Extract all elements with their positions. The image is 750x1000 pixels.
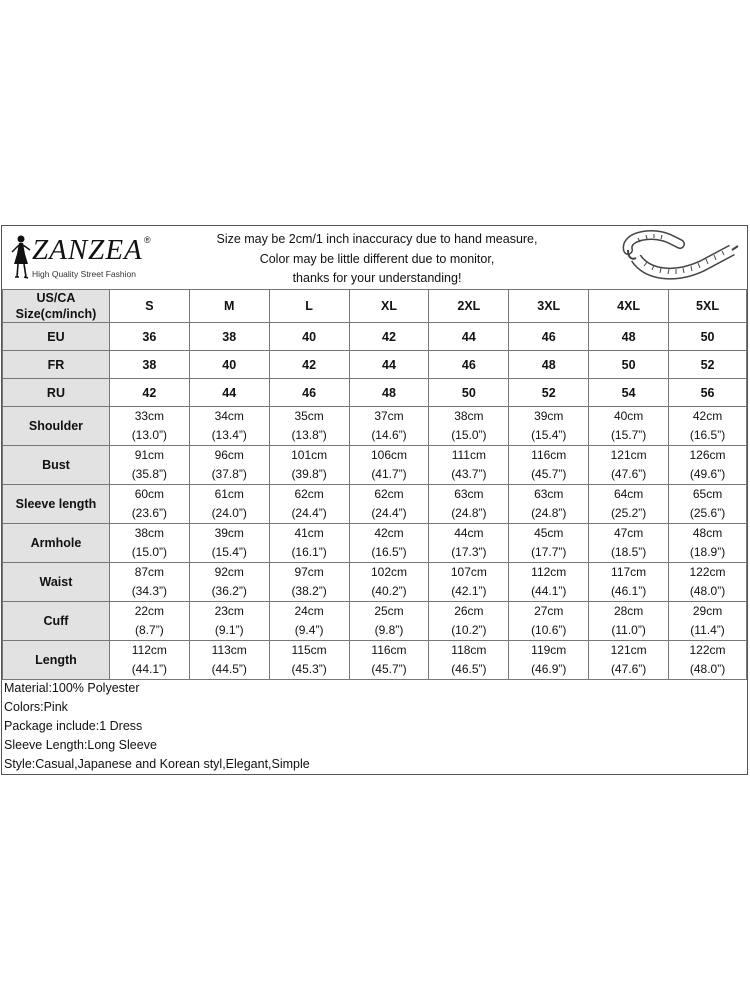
measurement-inch: (11.0”) bbox=[611, 623, 646, 637]
measurement-cell bbox=[349, 563, 429, 602]
measurement-cm: 63cm bbox=[454, 487, 484, 501]
size-column-header: M bbox=[189, 290, 269, 323]
conversion-value: 46 bbox=[269, 379, 349, 407]
measurement-cm: 111cm bbox=[451, 448, 486, 462]
measurement-cm: 39cm bbox=[534, 409, 564, 423]
measurement-cell bbox=[509, 641, 589, 680]
measure-notice bbox=[162, 230, 592, 289]
measurement-cell bbox=[189, 407, 269, 446]
conversion-row bbox=[3, 351, 747, 379]
measurement-cm: 92cm bbox=[214, 565, 244, 579]
measurement-inch: (15.0”) bbox=[451, 428, 487, 442]
registered-mark: ® bbox=[144, 235, 151, 245]
measurement-cm: 62cm bbox=[374, 487, 404, 501]
measurement-cm: 87cm bbox=[134, 565, 165, 579]
conversion-value: 48 bbox=[349, 379, 429, 407]
measurement-cell bbox=[429, 485, 509, 524]
measurement-inch: (24.4”) bbox=[371, 506, 407, 520]
measurement-cell bbox=[109, 485, 189, 524]
brand-name: ZANZEA bbox=[32, 234, 143, 266]
conversion-value: 52 bbox=[669, 351, 747, 379]
measurement-inch: (35.8”) bbox=[131, 467, 168, 481]
brand-logo bbox=[6, 232, 156, 282]
measurement-cell bbox=[109, 524, 189, 563]
measurement-row bbox=[3, 602, 747, 641]
measurement-cell bbox=[429, 641, 509, 680]
measurement-cm: 23cm bbox=[214, 604, 244, 618]
conversion-value: 44 bbox=[429, 323, 509, 351]
measurement-cm: 63cm bbox=[534, 487, 564, 501]
measurement-cm: 37cm bbox=[374, 409, 404, 423]
measurement-inch: (24.8”) bbox=[531, 506, 567, 520]
measurement-cell bbox=[669, 446, 747, 485]
measurement-cm: 119cm bbox=[531, 643, 567, 657]
measurement-cell bbox=[349, 407, 429, 446]
measurement-inch: (45.7”) bbox=[531, 467, 567, 481]
measurement-cell bbox=[589, 407, 669, 446]
measurement-cm: 38cm bbox=[134, 526, 165, 540]
measurement-cell bbox=[269, 641, 349, 680]
measurement-cell bbox=[429, 524, 509, 563]
measurement-cell bbox=[429, 602, 509, 641]
measurement-inch: (17.7”) bbox=[531, 545, 567, 559]
measurement-cell bbox=[269, 563, 349, 602]
conversion-value: 42 bbox=[269, 351, 349, 379]
measurement-cell bbox=[109, 641, 189, 680]
measurement-cm: 102cm bbox=[370, 565, 407, 579]
measurement-cm: 101cm bbox=[291, 448, 328, 462]
measurement-cm: 96cm bbox=[214, 448, 244, 462]
measurement-cm: 61cm bbox=[214, 487, 244, 501]
measurement-cell bbox=[509, 524, 589, 563]
measurement-cm: 34cm bbox=[214, 409, 244, 423]
conversion-label: FR bbox=[3, 351, 110, 379]
measurement-inch: (41.7”) bbox=[371, 467, 407, 481]
measurement-row bbox=[3, 407, 747, 446]
measurement-inch: (23.6”) bbox=[131, 506, 168, 520]
measurement-cell bbox=[589, 485, 669, 524]
measurement-label: Bust bbox=[3, 446, 110, 485]
conversion-value: 40 bbox=[189, 351, 269, 379]
measurement-cell bbox=[269, 524, 349, 563]
measurement-row bbox=[3, 641, 747, 680]
measurement-cell bbox=[109, 602, 189, 641]
measurement-inch: (47.6”) bbox=[610, 467, 647, 481]
measurement-cell bbox=[269, 602, 349, 641]
measurement-row bbox=[3, 563, 747, 602]
measurement-cm: 113cm bbox=[211, 643, 247, 657]
measurement-cell bbox=[669, 485, 747, 524]
measurement-cell bbox=[509, 563, 589, 602]
measurement-inch: (43.7”) bbox=[451, 467, 487, 481]
measurement-inch: (36.2”) bbox=[211, 584, 247, 598]
measurement-row bbox=[3, 446, 747, 485]
measurement-inch: (25.6”) bbox=[689, 506, 726, 520]
measurement-inch: (10.2”) bbox=[451, 623, 487, 637]
conversion-value: 38 bbox=[109, 351, 189, 379]
size-chart-sheet bbox=[1, 225, 748, 775]
conversion-value: 54 bbox=[589, 379, 669, 407]
measurement-inch: (24.0”) bbox=[211, 506, 247, 520]
measurement-cell bbox=[429, 446, 509, 485]
measurement-inch: (46.9”) bbox=[531, 662, 567, 676]
measurement-cm: 121cm bbox=[610, 643, 647, 657]
info-package: Package include:1 Dress bbox=[4, 719, 143, 733]
measurement-cell bbox=[589, 563, 669, 602]
measurement-cm: 35cm bbox=[294, 409, 324, 423]
conversion-label: RU bbox=[3, 379, 110, 407]
measurement-inch: (15.4”) bbox=[531, 428, 567, 442]
measurement-cm: 115cm bbox=[291, 643, 327, 657]
conversion-value: 50 bbox=[589, 351, 669, 379]
measurement-inch: (13.0”) bbox=[131, 428, 168, 442]
measurement-cell bbox=[109, 563, 189, 602]
measurement-cell bbox=[589, 641, 669, 680]
measurement-cell bbox=[509, 485, 589, 524]
corner-label-line: Size(cm/inch) bbox=[15, 307, 97, 321]
measurement-cell bbox=[349, 602, 429, 641]
conversion-value: 50 bbox=[429, 379, 509, 407]
measurement-inch: (46.5”) bbox=[451, 662, 487, 676]
conversion-label: EU bbox=[3, 323, 110, 351]
conversion-value: 42 bbox=[349, 323, 429, 351]
size-column-header: S bbox=[109, 290, 189, 323]
measurement-cell bbox=[349, 641, 429, 680]
measurement-cell bbox=[669, 563, 747, 602]
measurement-cm: 27cm bbox=[534, 604, 564, 618]
conversion-value: 56 bbox=[669, 379, 747, 407]
measurement-cell bbox=[189, 485, 269, 524]
measurement-cell bbox=[509, 602, 589, 641]
measurement-cell bbox=[189, 602, 269, 641]
measurement-inch: (46.1”) bbox=[610, 584, 647, 598]
measurement-inch: (13.8”) bbox=[291, 428, 327, 442]
measurement-cell bbox=[669, 641, 747, 680]
conversion-value: 40 bbox=[269, 323, 349, 351]
measurement-inch: (38.2”) bbox=[291, 584, 327, 598]
measurement-cm: 122cm bbox=[689, 565, 726, 579]
measurement-cm: 62cm bbox=[294, 487, 324, 501]
conversion-value: 50 bbox=[669, 323, 747, 351]
measurement-inch: (48.0”) bbox=[689, 662, 726, 676]
measurement-cell bbox=[589, 446, 669, 485]
measurement-cm: 24cm bbox=[294, 604, 324, 618]
conversion-value: 46 bbox=[429, 351, 509, 379]
measurement-cm: 126cm bbox=[689, 448, 726, 462]
measurement-cm: 42cm bbox=[374, 526, 404, 540]
fashion-figure-icon bbox=[8, 234, 34, 280]
measurement-inch: (25.2”) bbox=[610, 506, 647, 520]
measurement-cm: 116cm bbox=[531, 448, 567, 462]
measurement-cm: 65cm bbox=[692, 487, 723, 501]
corner-label-line: US/CA bbox=[36, 291, 76, 305]
measurement-inch: (13.4”) bbox=[211, 428, 247, 442]
conversion-value: 52 bbox=[509, 379, 589, 407]
measurement-inch: (9.1”) bbox=[214, 623, 244, 637]
conversion-value: 44 bbox=[189, 379, 269, 407]
measurement-label: Length bbox=[3, 641, 110, 680]
measurement-cm: 33cm bbox=[134, 409, 165, 423]
size-column-header: 2XL bbox=[429, 290, 509, 323]
measurement-inch: (16.1”) bbox=[291, 545, 327, 559]
measurement-label: Waist bbox=[3, 563, 110, 602]
size-header-row bbox=[3, 290, 747, 323]
measurement-cm: 60cm bbox=[134, 487, 165, 501]
measurement-inch: (39.8”) bbox=[291, 467, 327, 481]
measurement-cm: 118cm bbox=[451, 643, 487, 657]
conversion-value: 46 bbox=[509, 323, 589, 351]
measurement-inch: (8.7”) bbox=[135, 623, 164, 637]
size-column-header: 3XL bbox=[509, 290, 589, 323]
measurement-inch: (37.8”) bbox=[211, 467, 247, 481]
measurement-inch: (24.8”) bbox=[451, 506, 487, 520]
measurement-cm: 45cm bbox=[534, 526, 564, 540]
measurement-cell bbox=[349, 485, 429, 524]
measurement-inch: (11.4”) bbox=[690, 623, 725, 637]
measurement-cell bbox=[189, 563, 269, 602]
conversion-row bbox=[3, 323, 747, 351]
measurement-cm: 107cm bbox=[450, 565, 487, 579]
measurement-inch: (45.7”) bbox=[371, 662, 407, 676]
measurement-cell bbox=[429, 563, 509, 602]
measurement-cell bbox=[269, 407, 349, 446]
measurement-cm: 47cm bbox=[613, 526, 644, 540]
measurement-cell bbox=[269, 485, 349, 524]
measurement-inch: (9.8”) bbox=[374, 623, 404, 637]
measurement-cell bbox=[589, 524, 669, 563]
measurement-inch: (14.6”) bbox=[371, 428, 407, 442]
header bbox=[2, 226, 747, 291]
measurement-label: Cuff bbox=[3, 602, 110, 641]
measurement-cm: 106cm bbox=[370, 448, 407, 462]
conversion-value: 36 bbox=[109, 323, 189, 351]
measurement-inch: (44.1”) bbox=[131, 662, 168, 676]
measurement-inch: (34.3”) bbox=[131, 584, 168, 598]
size-column-header: 4XL bbox=[589, 290, 669, 323]
size-column-header: 5XL bbox=[669, 290, 747, 323]
measurement-cm: 97cm bbox=[294, 565, 324, 579]
measurement-inch: (18.9”) bbox=[689, 545, 726, 559]
measurement-cm: 44cm bbox=[454, 526, 484, 540]
measurement-inch: (24.4”) bbox=[291, 506, 327, 520]
measurement-cm: 41cm bbox=[294, 526, 324, 540]
conversion-value: 48 bbox=[509, 351, 589, 379]
conversion-value: 38 bbox=[189, 323, 269, 351]
measurement-cell bbox=[669, 524, 747, 563]
measurement-cm: 112cm bbox=[131, 643, 167, 657]
notice-line: Color may be little different due to monitor, bbox=[259, 251, 495, 266]
size-column-header: L bbox=[269, 290, 349, 323]
size-table bbox=[2, 289, 747, 680]
info-colors: Colors:Pink bbox=[4, 700, 68, 714]
measurement-inch: (16.5”) bbox=[689, 428, 726, 442]
measurement-cm: 48cm bbox=[692, 526, 723, 540]
measurement-cell bbox=[429, 407, 509, 446]
measurement-cm: 29cm bbox=[692, 604, 723, 618]
size-column-header: XL bbox=[349, 290, 429, 323]
measurement-cell bbox=[669, 407, 747, 446]
measurement-inch: (44.5”) bbox=[211, 662, 247, 676]
measurement-cm: 117cm bbox=[611, 565, 647, 579]
measurement-inch: (44.1”) bbox=[531, 584, 567, 598]
measurement-inch: (42.1”) bbox=[451, 584, 487, 598]
info-style: Style:Casual,Japanese and Korean styl,Elegant,Simple bbox=[4, 757, 310, 771]
measurement-cell bbox=[109, 446, 189, 485]
measurement-inch: (9.4”) bbox=[294, 623, 324, 637]
measurement-cell bbox=[669, 602, 747, 641]
measurement-row bbox=[3, 524, 747, 563]
measurement-row bbox=[3, 485, 747, 524]
measurement-cm: 38cm bbox=[454, 409, 484, 423]
conversion-value: 42 bbox=[109, 379, 189, 407]
measurement-cm: 28cm bbox=[613, 604, 644, 618]
measurement-cm: 42cm bbox=[692, 409, 723, 423]
measurement-inch: (45.3”) bbox=[291, 662, 327, 676]
measuring-tape-icon bbox=[614, 228, 744, 288]
conversion-value: 48 bbox=[589, 323, 669, 351]
measurement-cell bbox=[109, 407, 189, 446]
measurement-cm: 25cm bbox=[374, 604, 404, 618]
measurement-cell bbox=[349, 524, 429, 563]
measurement-inch: (15.4”) bbox=[211, 545, 247, 559]
measurement-cell bbox=[189, 641, 269, 680]
measurement-cm: 39cm bbox=[214, 526, 244, 540]
measurement-inch: (18.5”) bbox=[610, 545, 647, 559]
measurement-cm: 64cm bbox=[613, 487, 644, 501]
notice-line: thanks for your understanding! bbox=[292, 271, 462, 285]
measurement-label: Shoulder bbox=[3, 407, 110, 446]
measurement-cm: 121cm bbox=[610, 448, 647, 462]
measurement-cm: 112cm bbox=[531, 565, 567, 579]
measurement-inch: (17.3”) bbox=[451, 545, 487, 559]
conversion-value: 44 bbox=[349, 351, 429, 379]
measurement-cell bbox=[269, 446, 349, 485]
measurement-cm: 40cm bbox=[613, 409, 644, 423]
measurement-inch: (48.0”) bbox=[689, 584, 726, 598]
measurement-inch: (15.0”) bbox=[131, 545, 168, 559]
measurement-inch: (40.2”) bbox=[371, 584, 407, 598]
measurement-label: Sleeve length bbox=[3, 485, 110, 524]
notice-line: Size may be 2cm/1 inch inaccuracy due to hand measure, bbox=[216, 232, 538, 246]
product-info bbox=[4, 679, 310, 774]
measurement-cm: 22cm bbox=[134, 604, 165, 618]
measurement-cell bbox=[349, 446, 429, 485]
info-material: Material:100% Polyester bbox=[4, 681, 140, 695]
measurement-cm: 116cm bbox=[371, 643, 407, 657]
info-sleeve-length: Sleeve Length:Long Sleeve bbox=[4, 738, 157, 752]
conversion-row bbox=[3, 379, 747, 407]
measurement-label: Armhole bbox=[3, 524, 110, 563]
measurement-inch: (49.6”) bbox=[689, 467, 726, 481]
measurement-inch: (10.6”) bbox=[531, 623, 567, 637]
measurement-cm: 26cm bbox=[454, 604, 484, 618]
measurement-cm: 122cm bbox=[689, 643, 726, 657]
measurement-cell bbox=[189, 524, 269, 563]
measurement-inch: (16.5”) bbox=[371, 545, 407, 559]
measurement-cell bbox=[189, 446, 269, 485]
size-corner-label bbox=[3, 290, 110, 323]
measurement-inch: (15.7”) bbox=[610, 428, 647, 442]
measurement-inch: (47.6”) bbox=[610, 662, 647, 676]
brand-tagline: High Quality Street Fashion bbox=[32, 269, 136, 279]
measurement-cell bbox=[509, 407, 589, 446]
measurement-cell bbox=[589, 602, 669, 641]
measurement-cm: 91cm bbox=[134, 448, 165, 462]
measurement-cell bbox=[509, 446, 589, 485]
